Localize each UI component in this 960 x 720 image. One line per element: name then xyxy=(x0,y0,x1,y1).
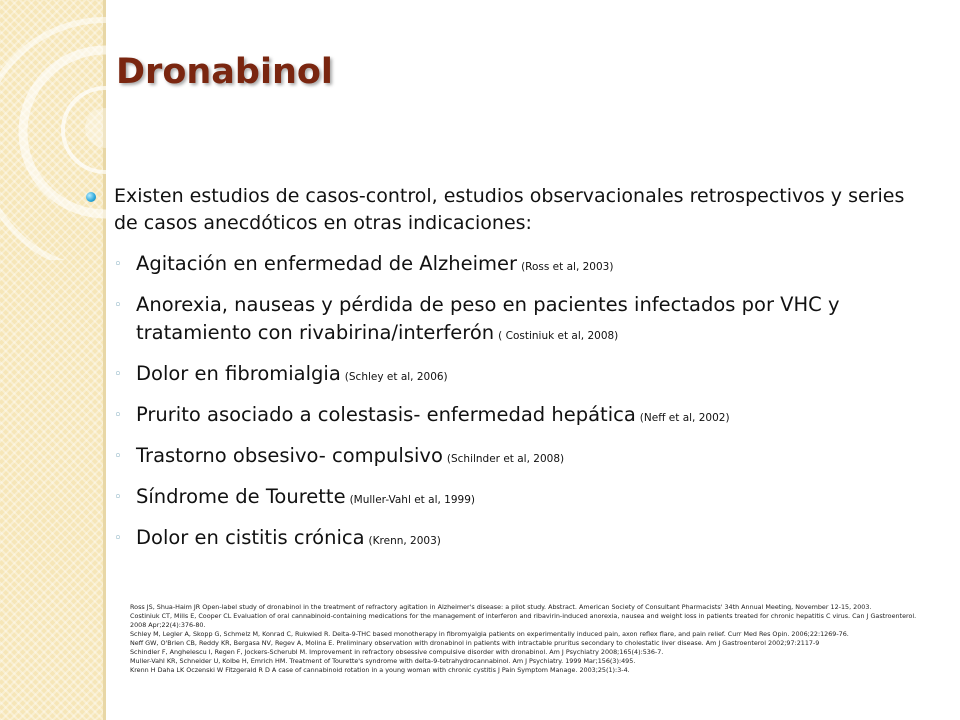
item-text: Síndrome de Tourette xyxy=(136,485,346,508)
list-item xyxy=(114,401,926,432)
list-item xyxy=(114,524,926,555)
list-item xyxy=(114,442,926,473)
circle-bullet-icon: ◦ xyxy=(114,531,122,546)
slide-title: Dronabinol xyxy=(116,52,333,92)
list-item xyxy=(114,250,926,281)
reference-entry: Schindler F, Anghelescu I, Regen F, Jockers-Scherubl M. Improvement in refractory obsessive compulsive disorder with dronabinol. Am J Psychiatry 2008;165(4):536-7. xyxy=(130,648,664,656)
main-bullet xyxy=(86,183,926,237)
reference-entry: Muller-Vahl KR, Schneider U, Kolbe H, Emrich HM. Treatment of Tourette's syndrome with delta-9-tetrahydrocannabinol. Am J Psychiatry. 1999 Mar;156(3):495. xyxy=(130,657,636,665)
references-block xyxy=(130,603,920,675)
item-citation: (Schilnder et al, 2008) xyxy=(446,453,565,465)
reference-entry: Costiniuk CT, Mills E, Cooper CL Evaluation of oral cannabinoid-containing medications for the management of interferon and ribavirin-induced anorexia, nausea and weight loss in patients treated for chronic hepatitis C virus. Can J Gastroenterol. 2008 Apr;22(4):376-80. xyxy=(130,612,917,629)
list-item xyxy=(114,360,926,391)
item-citation: (Schley et al, 2006) xyxy=(344,371,448,383)
item-citation: (Muller-Vahl et al, 1999) xyxy=(349,494,475,506)
item-text: Anorexia, nauseas y pérdida de peso en pacientes infectados por VHC y tratamiento con rivabirina/interferón xyxy=(136,293,840,344)
reference-entry: Ross JS, Shua-Haim JR Open-label study of dronabinol in the treatment of refractory agitation in Alzheimer's disease: a pilot study. Abstract. American Society of Consultant Pharmacists' 34th Annual Meeting, November 12-15, 2003. xyxy=(130,603,872,611)
item-text: Dolor en cistitis crónica xyxy=(136,526,365,549)
slide-content xyxy=(86,183,926,565)
bullet-dot-icon xyxy=(86,192,96,202)
item-text: Prurito asociado a colestasis- enfermedad hepática xyxy=(136,403,636,426)
circle-bullet-icon: ◦ xyxy=(114,408,122,423)
list-item xyxy=(114,291,926,350)
item-citation: (Ross et al, 2003) xyxy=(521,261,614,273)
circle-bullet-icon: ◦ xyxy=(114,298,122,313)
reference-entry: Krenn H Daha LK Oczenski W Fitzgerald R D A case of cannabinoid rotation in a young woman with chronic cystitis J Pain Symptom Manage. 2003;25(1):3-4. xyxy=(130,666,630,674)
circle-bullet-icon: ◦ xyxy=(114,449,122,464)
item-citation: ( Costiniuk et al, 2008) xyxy=(498,330,619,342)
indications-list xyxy=(86,250,926,555)
circle-bullet-icon: ◦ xyxy=(114,367,122,382)
item-text: Agitación en enfermedad de Alzheimer xyxy=(136,252,518,275)
deco-circle-inner xyxy=(85,108,125,148)
item-text: Trastorno obsesivo- compulsivo xyxy=(136,444,443,467)
list-item xyxy=(114,483,926,514)
reference-entry: Neff GW, O'Brien CB, Reddy KR, Bergasa NV, Regev A, Molina E. Preliminary observation with dronabinol in patients with intractable pruritus secondary to cholestatic liver disease. Am J Gastroenterol 2002;97:2117-9 xyxy=(130,639,820,647)
item-text: Dolor en fibromialgia xyxy=(136,362,341,385)
circle-bullet-icon: ◦ xyxy=(114,257,122,272)
intro-text: Existen estudios de casos-control, estudios observacionales retrospectivos y series de casos anecdóticos en otras indicaciones: xyxy=(114,185,905,234)
circle-bullet-icon: ◦ xyxy=(114,490,122,505)
item-citation: (Krenn, 2003) xyxy=(368,535,441,547)
item-citation: (Neff et al, 2002) xyxy=(639,412,730,424)
reference-entry: Schley M, Legler A, Skopp G, Schmelz M, Konrad C, Rukwied R. Delta-9-THC based monotherapy in fibromyalgia patients on experimentally induced pain, axon reflex flare, and pain relief. Curr Med Res Opin. 2006;22:1269-76. xyxy=(130,630,849,638)
